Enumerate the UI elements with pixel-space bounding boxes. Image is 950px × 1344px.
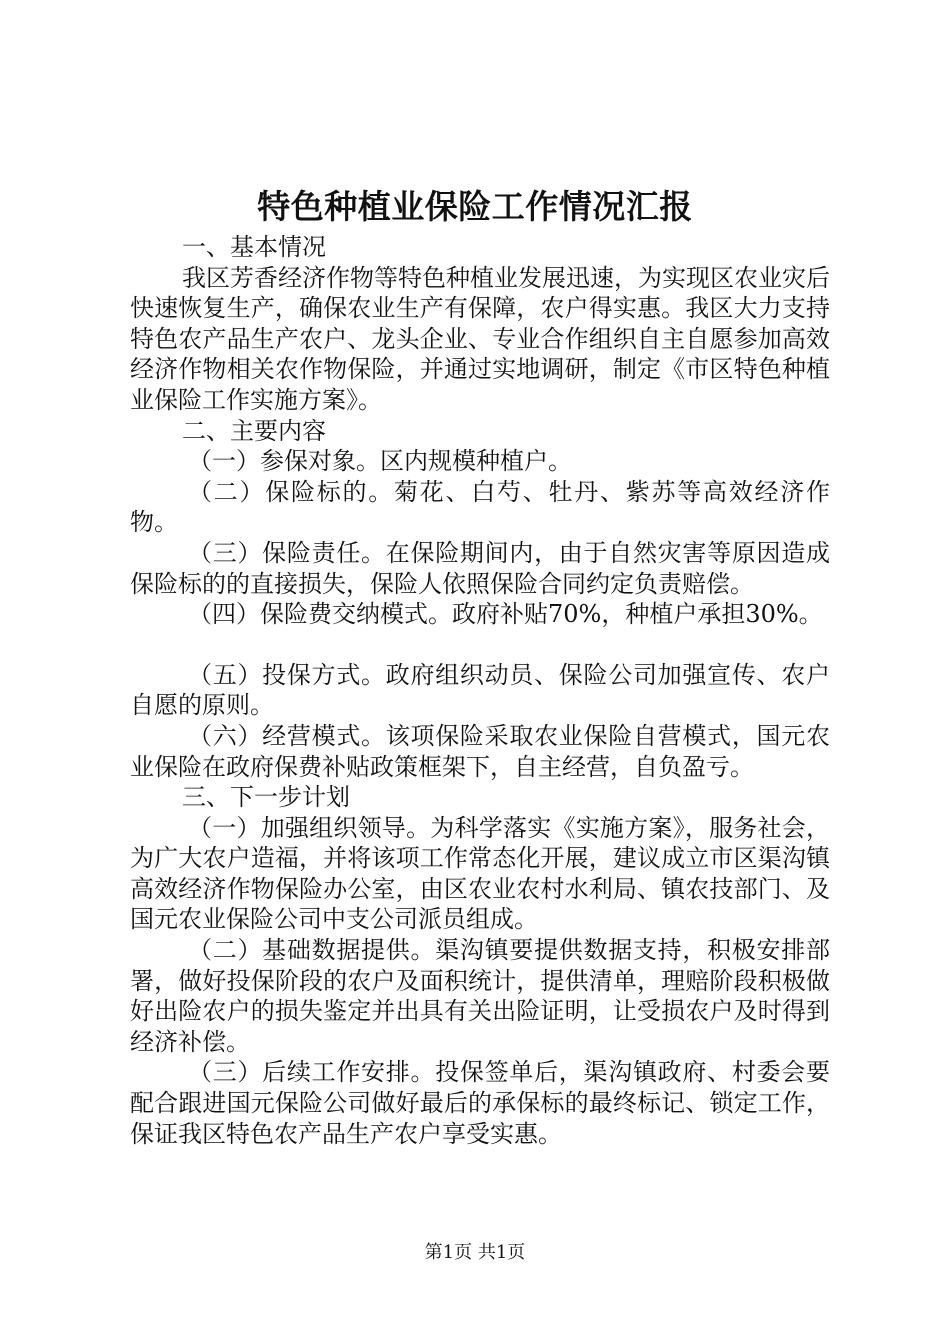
item-operation-mode: （六）经营模式。该项保险采取农业保险自营模式，国元农业保险在政府保费补贴政策框架下，自主经营，自负盈亏。 (130, 721, 830, 781)
item-insurance-subjects: （二）保险标的。菊花、白芍、牡丹、紫苏等高效经济作物。 (130, 477, 830, 537)
section-heading-basic-situation: 一、基本情况 (182, 233, 326, 261)
item-premium-payment: （四）保险费交纳模式。政府补贴70%，种植户承担30%。 (188, 600, 823, 629)
section-heading-main-content: 二、主要内容 (182, 416, 326, 445)
document-title: 特色种植业保险工作情况汇报 (257, 187, 693, 226)
item-insurance-method: （五）投保方式。政府组织动员、保险公司加强宣传、农户自愿的原则。 (130, 660, 830, 720)
section-heading-next-steps: 三、下一步计划 (182, 783, 350, 812)
item-insured-objects: （一）参保对象。区内规模种植户。 (188, 447, 572, 476)
paragraph-basic-situation: 我区芳香经济作物等特色种植业发展迅速，为实现区农业灾后快速恢复生产，确保农业生产有保障，农户得实惠。我区大力支持特色农产品生产农户、龙头企业、专业合作组织自主自愿参加高效经济作物相关农作物保险，并通过实地调研，制定《市区特色种植业保险工作实施方案》。 (130, 263, 830, 414)
item-insurance-liability: （三）保险责任。在保险期间内，由于自然灾害等原因造成保险标的的直接损失，保险人依照保险合同约定负责赔偿。 (130, 538, 830, 598)
item-organization-leadership: （一）加强组织领导。为科学落实《实施方案》，服务社会，为广大农户造福，并将该项工作常态化开展，建议成立市区渠沟镇高效经济作物保险办公室，由区农业农村水利局、镇农技部门、及国元农业保险公司中支公司派员组成。 (130, 813, 830, 934)
document-body (130, 232, 830, 1149)
item-follow-up-work: （三）后续工作安排。投保签单后，渠沟镇政府、村委会要配合跟进国元保险公司做好最后的承保标的最终标记、锁定工作，保证我区特色农产品生产农户享受实惠。 (130, 1058, 830, 1148)
page-number-footer: 第1页 共1页 (424, 1242, 526, 1263)
item-basic-data: （二）基础数据提供。渠沟镇要提供数据支持，积极安排部署，做好投保阶段的农户及面积统计，提供清单，理赔阶段积极做好出险农户的损失鉴定并出具有关出险证明，让受损农户及时得到经济补偿。 (130, 936, 830, 1056)
